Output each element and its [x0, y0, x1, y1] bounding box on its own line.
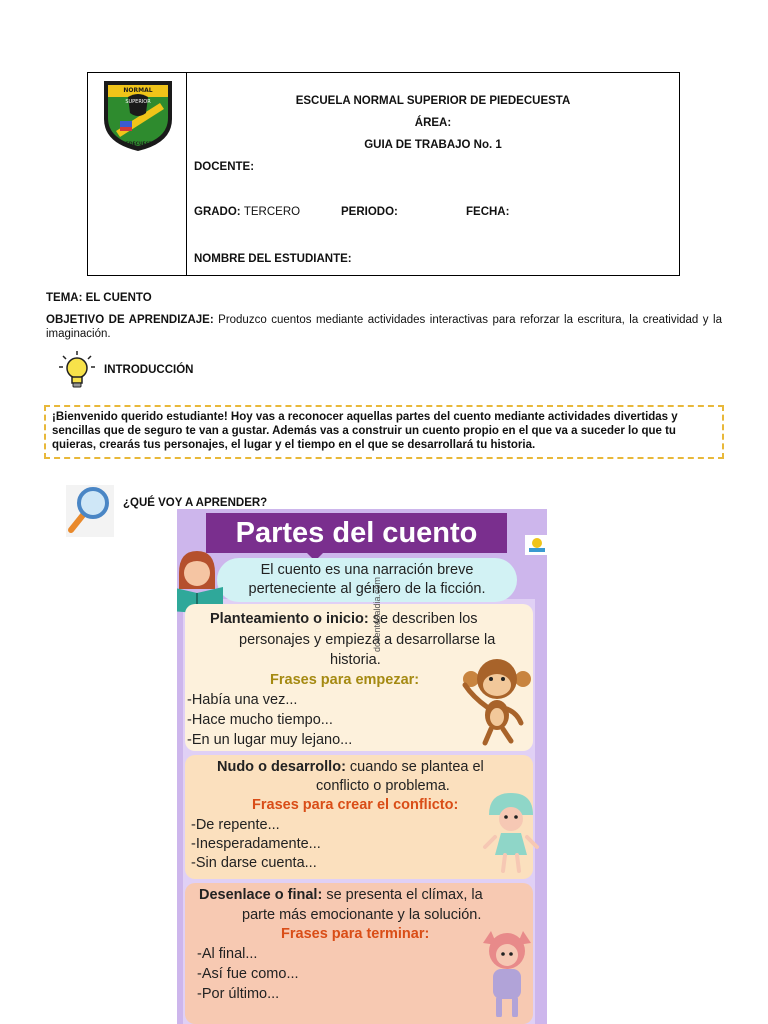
part-3-phrase: -Así fue como...	[197, 966, 299, 982]
part-1-line-1	[210, 610, 478, 629]
part-3-phrases-title: Frases para terminar:	[281, 926, 430, 942]
part-1-desc-3: historia.	[330, 652, 381, 668]
school-name: ESCUELA NORMAL SUPERIOR DE PIEDECUESTA	[295, 95, 571, 107]
fecha-label: FECHA:	[466, 206, 510, 218]
infographic-title: Partes del cuento	[206, 513, 507, 553]
periodo-label: PERIODO:	[341, 206, 398, 218]
part-3-phrase: -Al final...	[197, 946, 258, 962]
svg-text:SUPERIOR: SUPERIOR	[125, 99, 151, 105]
topic-line: TEMA: EL CUENTO	[46, 292, 152, 304]
definition-line-1: El cuento es una narración breve	[260, 562, 474, 578]
part-3-desc-2: parte más emocionante y la solución.	[242, 907, 482, 923]
part-2-desc-2: conflicto o problema.	[316, 778, 450, 794]
student-name-label: NOMBRE DEL ESTUDIANTE:	[194, 253, 352, 265]
part-2-name: Nudo o desarrollo:	[217, 759, 346, 775]
part-2-phrase: -Inesperadamente...	[191, 836, 321, 852]
introduction-title: INTRODUCCIÓN	[104, 364, 194, 376]
story-parts-infographic	[177, 509, 547, 1024]
part-2-phrase: -Sin darse cuenta...	[191, 855, 317, 871]
jellyfish-girl-illustration	[481, 789, 541, 873]
part-1-phrase: -En un lugar muy lejano...	[187, 732, 353, 748]
grado-label: GRADO:	[194, 206, 241, 218]
part-3-line-1	[199, 886, 483, 905]
part-3-name: Desenlace o final:	[199, 887, 323, 903]
learn-title: ¿QUÉ VOY A APRENDER?	[123, 497, 268, 509]
magnifier-icon	[66, 485, 114, 537]
part-1-desc-1: se describen los	[368, 611, 478, 627]
grado-value: TERCERO	[243, 206, 301, 218]
introduction-text: ¡Bienvenido querido estudiante! Hoy vas a reconocer aquellas partes del cuento mediante actividades divertidas y sencillas que de seguro te van a gustar. Además vas a construir un cuento propio en el que va a suceder lo que tu quieras, crearás tus personajes, el lugar y el tiempo en el que se desarrollará tu historia.	[52, 411, 678, 451]
part-2-phrases-title: Frases para crear el conflicto:	[252, 797, 459, 813]
definition-line-2: perteneciente al género de la ficción.	[248, 581, 486, 597]
guide-title: GUIA DE TRABAJO No. 1	[364, 139, 502, 151]
part-2-desc-1: cuando se plantea el	[345, 759, 484, 775]
mini-logo-icon	[523, 533, 547, 557]
lightbulb-icon	[58, 350, 96, 390]
svg-text:NORMAL: NORMAL	[123, 87, 153, 94]
school-logo	[98, 73, 178, 153]
objective-paragraph	[46, 313, 722, 341]
docente-label: DOCENTE:	[194, 161, 255, 173]
definition-bubble	[217, 558, 517, 602]
part-2-line-1	[217, 758, 484, 777]
part-2-phrase: -De repente...	[191, 817, 280, 833]
introduction-box	[44, 405, 724, 459]
part-3-desc-1: se presenta el clímax, la	[322, 887, 483, 903]
source-watermark: docentesaldia.com	[372, 576, 382, 652]
part-1-name: Planteamiento o inicio:	[210, 611, 369, 627]
part-1-desc-2: personajes y empieza a desarrollarse la	[239, 632, 496, 648]
part-1-phrase: -Hace mucho tiempo...	[187, 712, 333, 728]
part-3-phrase: -Por último...	[197, 986, 280, 1002]
grado-field	[194, 206, 300, 218]
part-1-phrases-title: Frases para empezar:	[270, 672, 420, 688]
monkey-illustration	[461, 657, 533, 747]
svg-text:PIEDECUESTA: PIEDECUESTA	[120, 142, 156, 147]
part-1-phrase: -Había una vez...	[187, 692, 298, 708]
objective-text: Produzco cuentos mediante actividades interactivas para reforzar la escritura, la creatividad y la imaginación.	[46, 314, 722, 340]
pig-costume-girl-illustration	[477, 927, 537, 1017]
area-label: ÁREA:	[414, 117, 452, 129]
logo-cell	[88, 73, 187, 275]
header-table	[87, 72, 680, 276]
objective-label: OBJETIVO DE APRENDIZAJE:	[46, 314, 214, 326]
